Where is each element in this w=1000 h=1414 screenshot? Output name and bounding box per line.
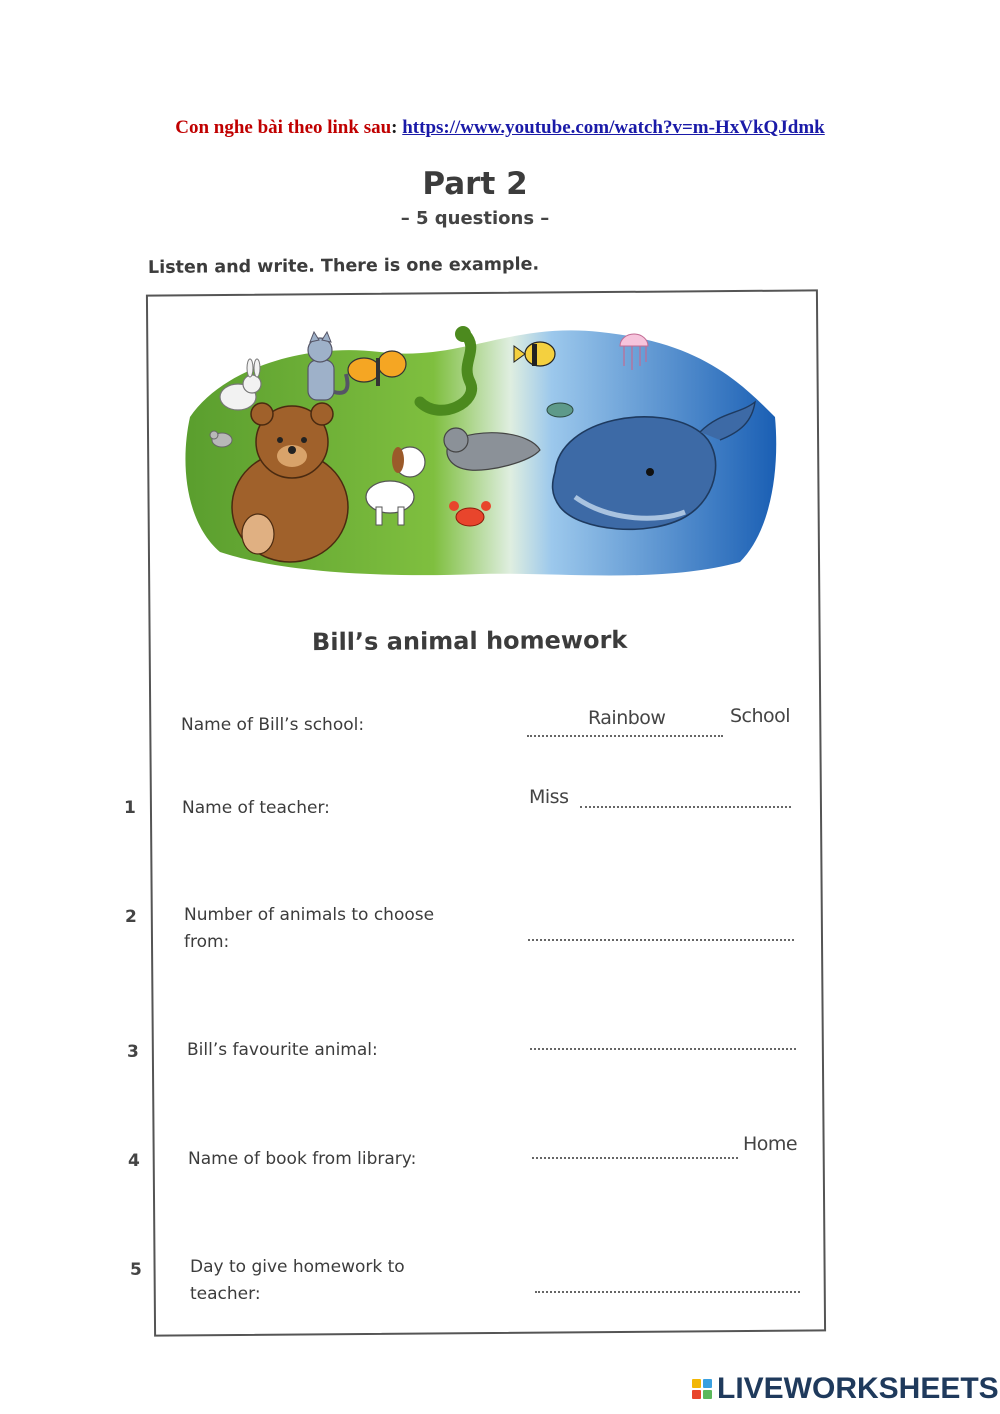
liveworksheets-logo bbox=[692, 1372, 999, 1406]
question-number-2: 2 bbox=[125, 907, 137, 927]
answer-field-3[interactable] bbox=[530, 1048, 796, 1050]
question-label-3: Bill’s favourite animal: bbox=[187, 1040, 378, 1060]
example-answer: Rainbow bbox=[588, 707, 666, 729]
example-label: Name of Bill’s school: bbox=[181, 715, 365, 735]
animals-illustration bbox=[180, 322, 780, 584]
part-title: Part 2 bbox=[422, 166, 528, 202]
youtube-link[interactable]: https://www.youtube.com/watch?v=m-HxVkQJdmk bbox=[402, 117, 825, 138]
homework-title: Bill’s animal homework bbox=[311, 625, 628, 657]
answer-field-2[interactable] bbox=[528, 939, 794, 941]
brand-name: LIVEWORKSHEETS bbox=[717, 1372, 999, 1405]
question-number-5: 5 bbox=[130, 1260, 142, 1280]
question-number-4: 4 bbox=[128, 1151, 140, 1171]
link-intro-text: Con nghe bài theo link sau bbox=[175, 117, 392, 138]
example-answer-line bbox=[527, 735, 723, 737]
question-label-5: Day to give homework to teacher: bbox=[190, 1257, 405, 1304]
answer-field-4[interactable] bbox=[532, 1157, 738, 1159]
answer-field-1[interactable] bbox=[580, 806, 791, 808]
part-subtitle: – 5 questions – bbox=[400, 208, 550, 229]
question-number-1: 1 bbox=[124, 798, 136, 818]
question-suffix-4: Home bbox=[743, 1133, 798, 1155]
question-prefix-1: Miss bbox=[529, 786, 569, 808]
question-label-4: Name of book from library: bbox=[188, 1149, 417, 1169]
brand-grid-icon bbox=[692, 1379, 712, 1399]
link-separator: : bbox=[391, 117, 398, 138]
example-suffix: School bbox=[730, 705, 791, 727]
question-number-3: 3 bbox=[127, 1042, 139, 1062]
question-label-2: Number of animals to choose from: bbox=[184, 905, 435, 952]
instruction-text: Listen and write. There is one example. bbox=[147, 254, 540, 278]
listening-link-line bbox=[0, 117, 1000, 139]
question-label-1: Name of teacher: bbox=[182, 798, 330, 818]
answer-field-5[interactable] bbox=[535, 1291, 800, 1293]
